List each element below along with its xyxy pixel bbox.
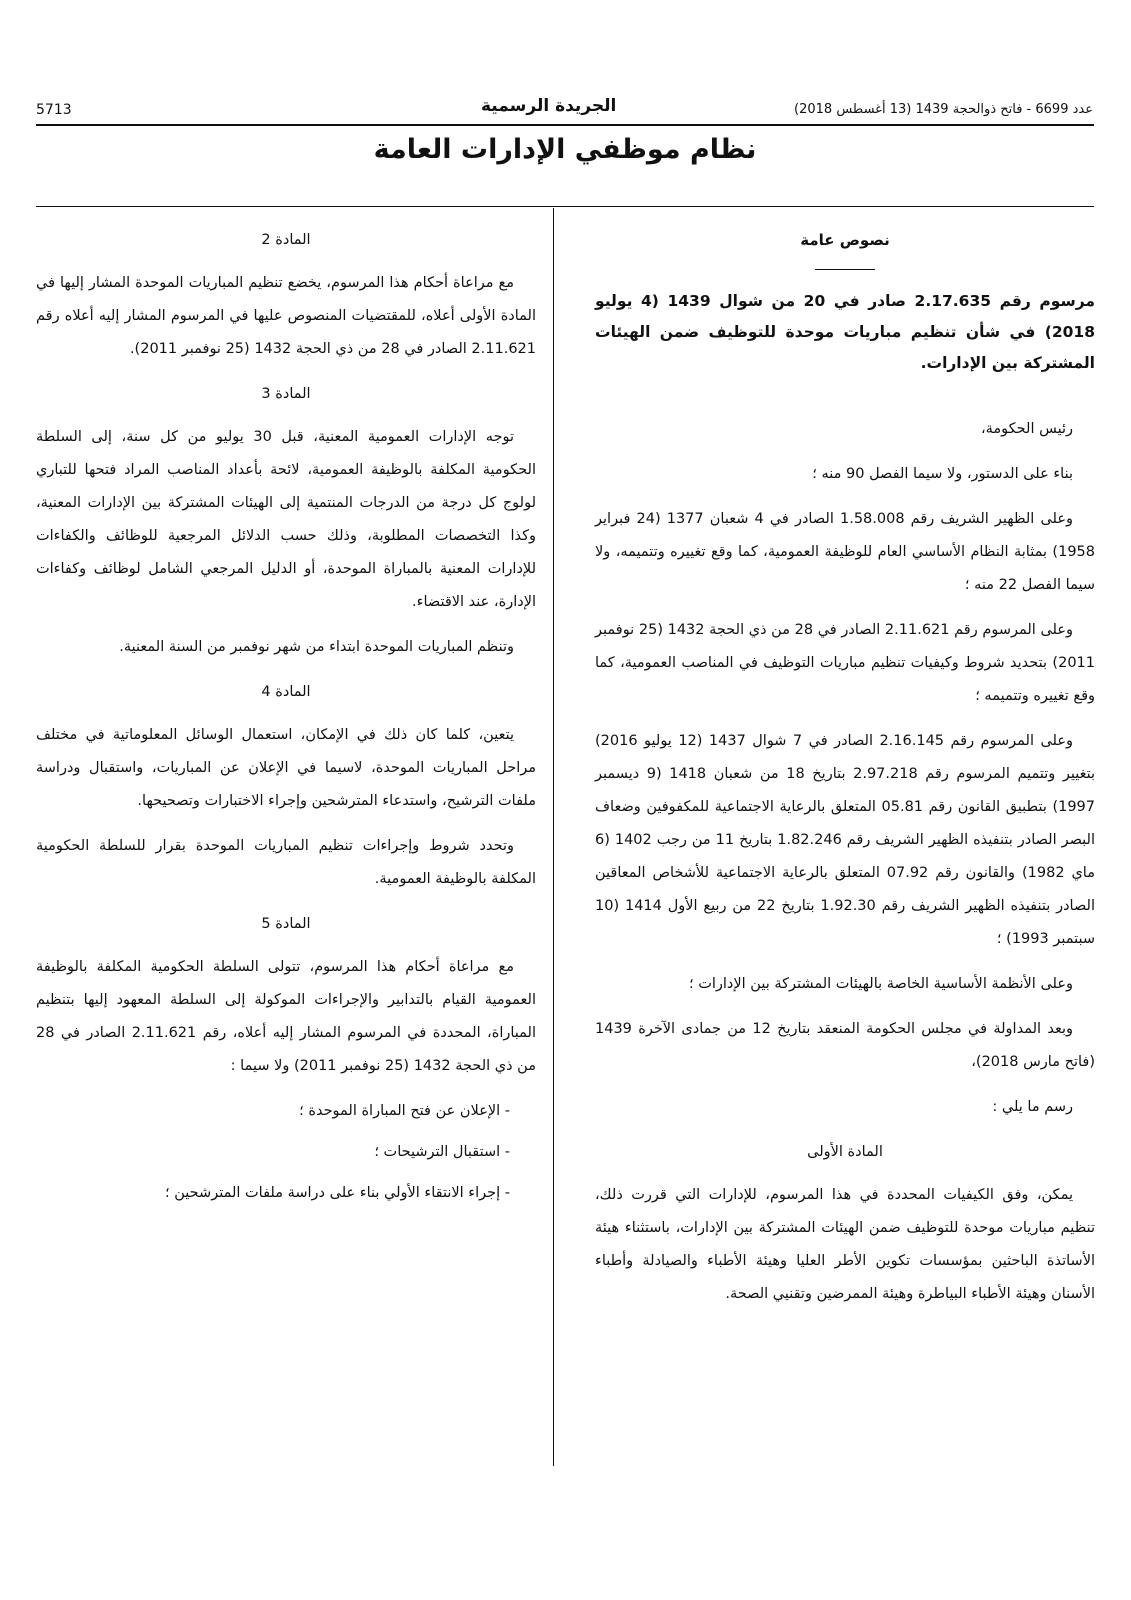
recital-paragraph: بناء على الدستور، ولا سيما الفصل 90 منه ؛ <box>812 466 1073 482</box>
article-text: وتنظم المباريات الموحدة ابتداء من شهر نوفمبر من السنة المعنية. <box>119 639 514 655</box>
column-divider <box>553 208 554 1466</box>
recital-paragraph: وعلى المرسوم رقم 2.11.621 الصادر في 28 من ذي الحجة 1432 (25 نوفمبر 2011) بتحديد شروط وكيفيات تنظيم مباريات التوظيف في المناصب العمومية، كما وقع تغييره وتتميمه ؛ <box>595 622 1095 704</box>
list-item: - إجراء الانتقاء الأولي بناء على دراسة ملفات المترشحين ؛ <box>165 1185 510 1201</box>
decree-title: مرسوم رقم 2.17.635 صادر في 20 من شوال 1439 (4 يوليو 2018) في شأن تنظيم مباريات موحدة للتوظيف ضمن الهيئات المشتركة بين الإدارات. <box>595 292 1095 372</box>
list-item: - استقبال الترشيحات ؛ <box>374 1144 510 1160</box>
section-heading: نصوص عامة <box>800 231 890 249</box>
article-text: مع مراعاة أحكام هذا المرسوم، يخضع تنظيم المباريات الموحدة المشار إليها في المادة الأولى أعلاه، للمقتضيات المنصوص عليها في المرسوم المشار إليه أعلاه رقم 2.11.621 الصادر في 28 من ذي الحجة 1432 (25 نوفمبر 2011). <box>36 275 536 357</box>
decreed-statement: رسم ما يلي : <box>992 1099 1073 1115</box>
article-heading: المادة 2 <box>261 232 311 248</box>
article-text: وتحدد شروط وإجراءات تنظيم المباريات الموحدة بقرار للسلطة الحكومية المكلفة بالوظيفة العمومية. <box>36 838 536 887</box>
short-rule <box>815 269 875 270</box>
header-divider <box>36 124 1094 126</box>
article-heading: المادة الأولى <box>807 1144 883 1160</box>
article-text: توجه الإدارات العمومية المعنية، قبل 30 يوليو من كل سنة، إلى السلطة الحكومية المكلفة بالوظيفة العمومية، لائحة بأعداد المناصب المراد فتحها للتباري لولوج كل درجة من الدرجات المنتمية إلى الهيئات المشتركة بين الإدارات المعنية، وكذا التخصصات المطلوبة، وذلك حسب الدلائل المرجعية للوظائف والكفاءات للإدارات المعنية بالمباراة الموحدة، أو الدليل المرجعي الشامل لوظائف وكفاءات الإدارة، عند الاقتضاء. <box>36 429 536 610</box>
article-heading: المادة 5 <box>261 916 311 932</box>
recital-paragraph: وعلى المرسوم رقم 2.16.145 الصادر في 7 شوال 1437 (12 يوليو 2016) بتغيير وتتميم المرسوم رقم 2.97.218 بتاريخ 18 من شعبان 1418 (9 ديسمبر 1997) بتطبيق القانون رقم 05.81 المتعلق بالرعاية الاجتماعية للمكفوفين وضعاف البصر الصادر بتنفيذه الظهير الشريف رقم 1.82.246 بتاريخ 11 من رجب 1402 (6 ماي 1982) والقانون رقم 07.92 المتعلق بالرعاية الاجتماعية للأشخاص المعاقين الصادر بتنفيذه الظهير الشريف رقم 1.92.30 بتاريخ 22 من ربيع الأول 1414 (10 سبتمبر 1993) ؛ <box>595 733 1096 947</box>
article-heading: المادة 3 <box>261 386 311 402</box>
head-of-government: رئيس الحكومة، <box>980 421 1073 437</box>
recital-paragraph: وبعد المداولة في مجلس الحكومة المنعقد بتاريخ 12 من جمادى الآخرة 1439 (فاتح مارس 2018)، <box>595 1021 1095 1070</box>
right-column <box>595 224 1095 1323</box>
list-item: - الإعلان عن فتح المباراة الموحدة ؛ <box>299 1103 510 1119</box>
page-number: 5713 <box>36 102 72 118</box>
section-banner: نظام موظفي الإدارات العامة <box>373 134 757 165</box>
recital-paragraph: وعلى الأنظمة الأساسية الخاصة بالهيئات المشتركة بين الإدارات ؛ <box>689 976 1073 992</box>
left-column <box>36 224 536 1218</box>
gazette-name: الجريدة الرسمية <box>481 96 617 116</box>
recital-paragraph: وعلى الظهير الشريف رقم 1.58.008 الصادر في 4 شعبان 1377 (24 فبراير 1958) بمثابة النظام الأساسي العام للوظيفة العمومية، كما وقع تغييره وتتميمه، ولا سيما الفصل 22 منه ؛ <box>595 511 1095 593</box>
article-heading: المادة 4 <box>261 684 311 700</box>
issue-info: عدد 6699 - فاتح ذوالحجة 1439 (13 أغسطس 2018) <box>794 102 1093 117</box>
article-text: مع مراعاة أحكام هذا المرسوم، تتولى السلطة الحكومية المكلفة بالوظيفة العمومية القيام بالتدابير والإجراءات الموكولة إلى السلطة المعهود إليها بتنظيم المباراة، المحددة في المرسوم المشار إليه أعلاه، رقم 2.11.621 الصادر في 28 من ذي الحجة 1432 (25 نوفمبر 2011) ولا سيما : <box>36 959 536 1074</box>
article-text: يمكن، وفق الكيفيات المحددة في هذا المرسوم، للإدارات التي قررت ذلك، تنظيم مباريات موحدة للتوظيف ضمن الهيئات المشتركة بين الإدارات، باستثناء هيئة الأساتذة الباحثين بمؤسسات تكوين الأطر العليا وهيئة الأطباء والصيادلة وأطباء الأسنان وهيئة الأطباء البياطرة وهيئة الممرضين وتقنيي الصحة. <box>595 1187 1095 1302</box>
article-text: يتعين، كلما كان ذلك في الإمكان، استعمال الوسائل المعلوماتية في مختلف مراحل المباريات الموحدة، لاسيما في الإعلان عن المباريات، واستقبال ودراسة ملفات الترشيح، واستدعاء المترشحين وإجراء الاختبارات وتصحيحها. <box>36 727 536 809</box>
page-header <box>36 96 1093 126</box>
banner-divider <box>36 206 1094 207</box>
